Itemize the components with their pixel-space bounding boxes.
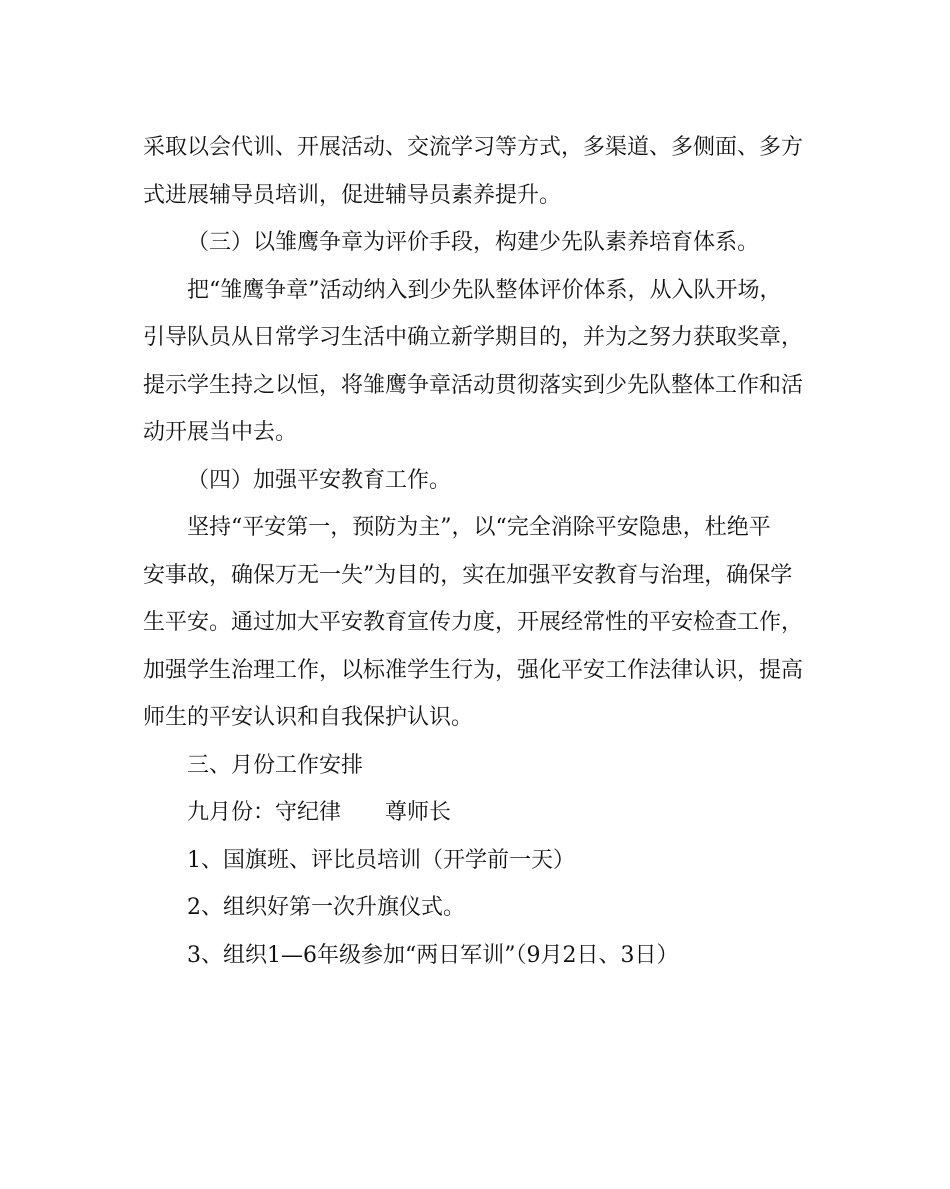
text-line: 生平安。通过加大平安教育宣传力度，开展经常性的平安检查工作， xyxy=(143,610,804,635)
paragraph-training-methods xyxy=(143,124,805,219)
text-line: （三）以雏鹰争章为评价手段，构建少先队素养培育体系。 xyxy=(187,230,760,255)
section-heading-monthly-plan xyxy=(143,742,805,790)
section-heading-3 xyxy=(143,219,805,267)
list-item-3 xyxy=(143,932,805,980)
text-line: 提示学生持之以恒，将雏鹰争章活动贯彻落实到少先队整体工作和活 xyxy=(143,372,804,398)
text-line: 2、组织好第一次升旗仪式。 xyxy=(187,895,465,920)
text-line: 把“雏鹰争章”活动纳入到少先队整体评价体系，从入队开场， xyxy=(187,277,782,303)
september-theme xyxy=(143,789,805,837)
text-line: 采取以会代训、开展活动、交流学习等方式，多渠道、多侧面、多方 xyxy=(143,135,804,160)
text-line: 三、月份工作安排 xyxy=(187,752,364,778)
text-line: 加强学生治理工作，以标准学生行为，强化平安工作法律认识，提高 xyxy=(143,657,804,683)
text-line: （四）加强平安教育工作。 xyxy=(187,467,452,493)
text-line: 1、国旗班、评比员培训（开学前一天） xyxy=(187,847,575,873)
text-line: 坚持“平安第一，预防为主”，以“完全消除平安隐患，杜绝平 xyxy=(187,515,771,540)
text-line: 九月份：守纪律 尊师长 xyxy=(187,800,452,825)
text-line: 安事故，确保万无一失”为目的，实在加强平安教育与治理，确保学 xyxy=(143,562,793,588)
text-line: 3、组织1—6年级参加“两日军训”（9月2日、3日） xyxy=(187,942,679,968)
text-line: 引导队员从日常学习生活中确立新学期目的，并为之努力获取奖章， xyxy=(143,325,804,350)
list-item-2 xyxy=(143,884,805,932)
document-body xyxy=(143,124,805,979)
text-line: 动开展当中去。 xyxy=(143,420,298,445)
text-line: 师生的平安认识和自我保护认识。 xyxy=(143,705,474,730)
list-item-1 xyxy=(143,837,805,885)
text-line: 式进展辅导员培训，促进辅导员素养提升。 xyxy=(143,182,562,208)
paragraph-safety-education xyxy=(143,504,805,742)
paragraph-eagle-badge xyxy=(143,267,805,457)
section-heading-4 xyxy=(143,457,805,505)
